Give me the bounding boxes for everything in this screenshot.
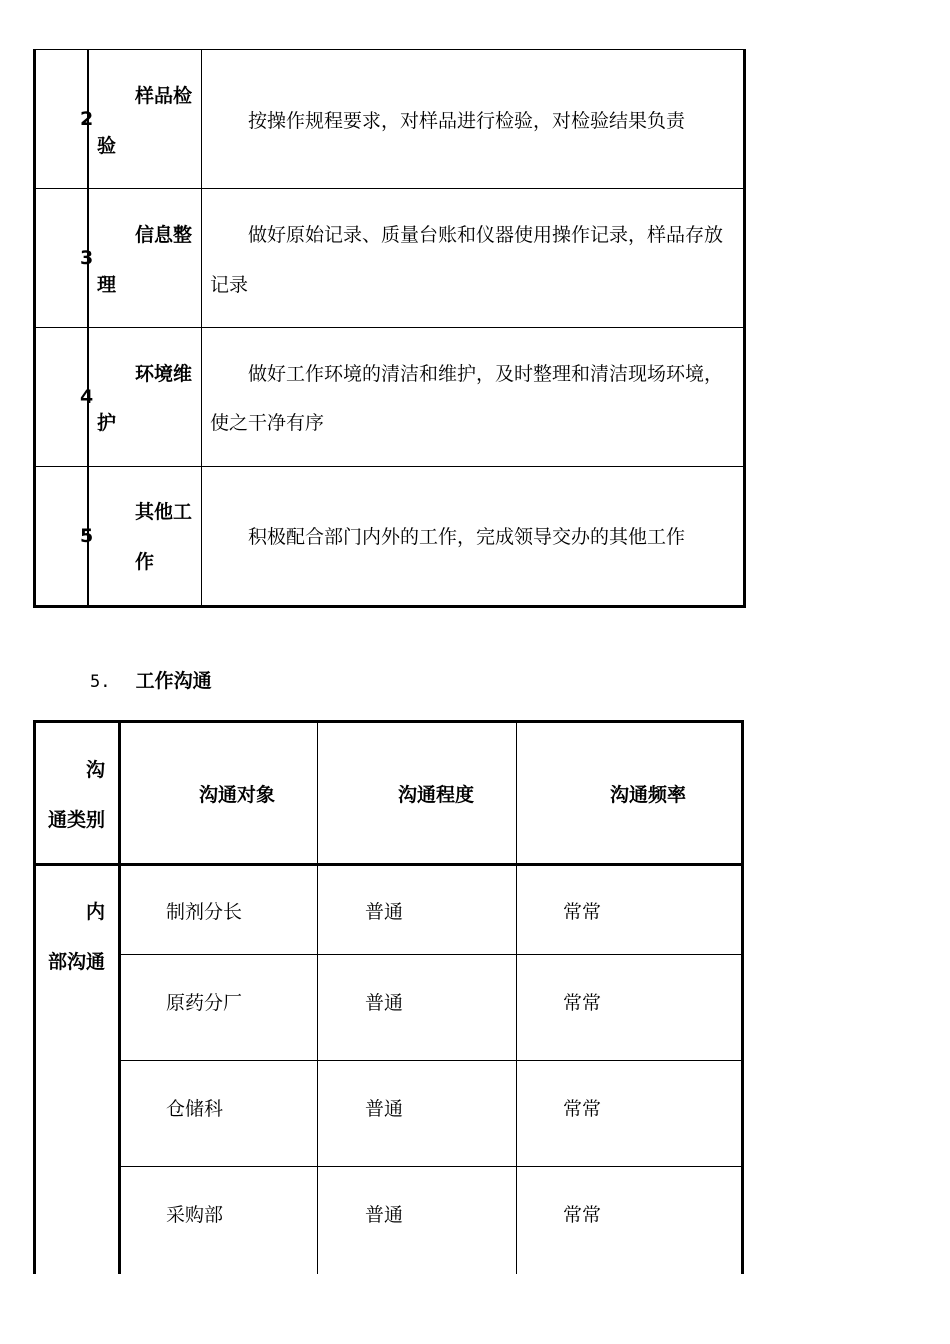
- target-cell: 仓储科: [166, 1098, 224, 1120]
- table-border-left: [33, 720, 36, 1274]
- table-border-right: [743, 49, 746, 608]
- row-number: 5: [80, 525, 94, 547]
- degree-cell: 普通: [365, 992, 404, 1014]
- duty-name: 信息整: [135, 224, 193, 246]
- row-number: 4: [80, 386, 94, 408]
- table-border-bottom: [33, 605, 746, 608]
- column-divider: [516, 720, 517, 1274]
- row-divider: [33, 466, 746, 467]
- degree-cell: 普通: [365, 1204, 404, 1226]
- header-category: 通类别: [48, 809, 106, 831]
- header-frequency: 沟通频率: [610, 784, 687, 806]
- table-border-right: [741, 720, 744, 1274]
- duty-name: 理: [97, 274, 117, 296]
- degree-cell: 普通: [365, 1098, 404, 1120]
- communication-table: [33, 720, 745, 1274]
- duty-description: 做好工作环境的清洁和维护，及时整理和清洁现场环境，: [248, 363, 724, 385]
- row-divider: [119, 954, 742, 955]
- section-heading: [90, 666, 212, 692]
- duty-description: 积极配合部门内外的工作，完成领导交办的其他工作: [248, 526, 686, 548]
- duty-description: 按操作规程要求，对样品进行检验，对检验结果负责: [248, 110, 686, 132]
- header-bottom-border: [33, 863, 744, 866]
- row-number: 3: [80, 247, 94, 269]
- frequency-cell: 常常: [563, 1098, 602, 1120]
- duty-description: 记录: [210, 274, 249, 296]
- section-number: 5.: [90, 672, 111, 692]
- table-border-top: [33, 49, 746, 50]
- frequency-cell: 常常: [563, 901, 602, 923]
- duty-name: 作: [135, 551, 155, 573]
- duty-name: 护: [97, 412, 117, 434]
- row-divider: [119, 1060, 742, 1061]
- frequency-cell: 常常: [563, 1204, 602, 1226]
- duty-name: 其他工: [135, 501, 193, 523]
- table-border-top: [33, 720, 744, 723]
- duty-table: [33, 49, 746, 608]
- duty-name: 环境维: [135, 363, 193, 385]
- column-divider: [118, 720, 121, 1274]
- duty-name: 验: [97, 135, 117, 157]
- column-divider: [317, 720, 318, 1274]
- target-cell: 制剂分长: [166, 901, 243, 923]
- header-target: 沟通对象: [199, 784, 276, 806]
- duty-name: 样品检: [135, 85, 193, 107]
- row-divider: [119, 1166, 742, 1167]
- category-label: 内: [86, 901, 106, 923]
- row-number: 2: [80, 108, 94, 130]
- duty-description: 做好原始记录、质量台账和仪器使用操作记录，样品存放: [248, 224, 724, 246]
- table-border-left: [33, 49, 36, 608]
- header-degree: 沟通程度: [398, 784, 475, 806]
- header-category: 沟: [86, 759, 106, 781]
- category-label: 部沟通: [48, 951, 106, 973]
- target-cell: 原药分厂: [166, 992, 243, 1014]
- frequency-cell: 常常: [563, 992, 602, 1014]
- section-title: 工作沟通: [135, 670, 212, 692]
- target-cell: 采购部: [166, 1204, 224, 1226]
- row-divider: [33, 327, 746, 328]
- degree-cell: 普通: [365, 901, 404, 923]
- duty-description: 使之干净有序: [210, 412, 325, 434]
- row-divider: [33, 188, 746, 189]
